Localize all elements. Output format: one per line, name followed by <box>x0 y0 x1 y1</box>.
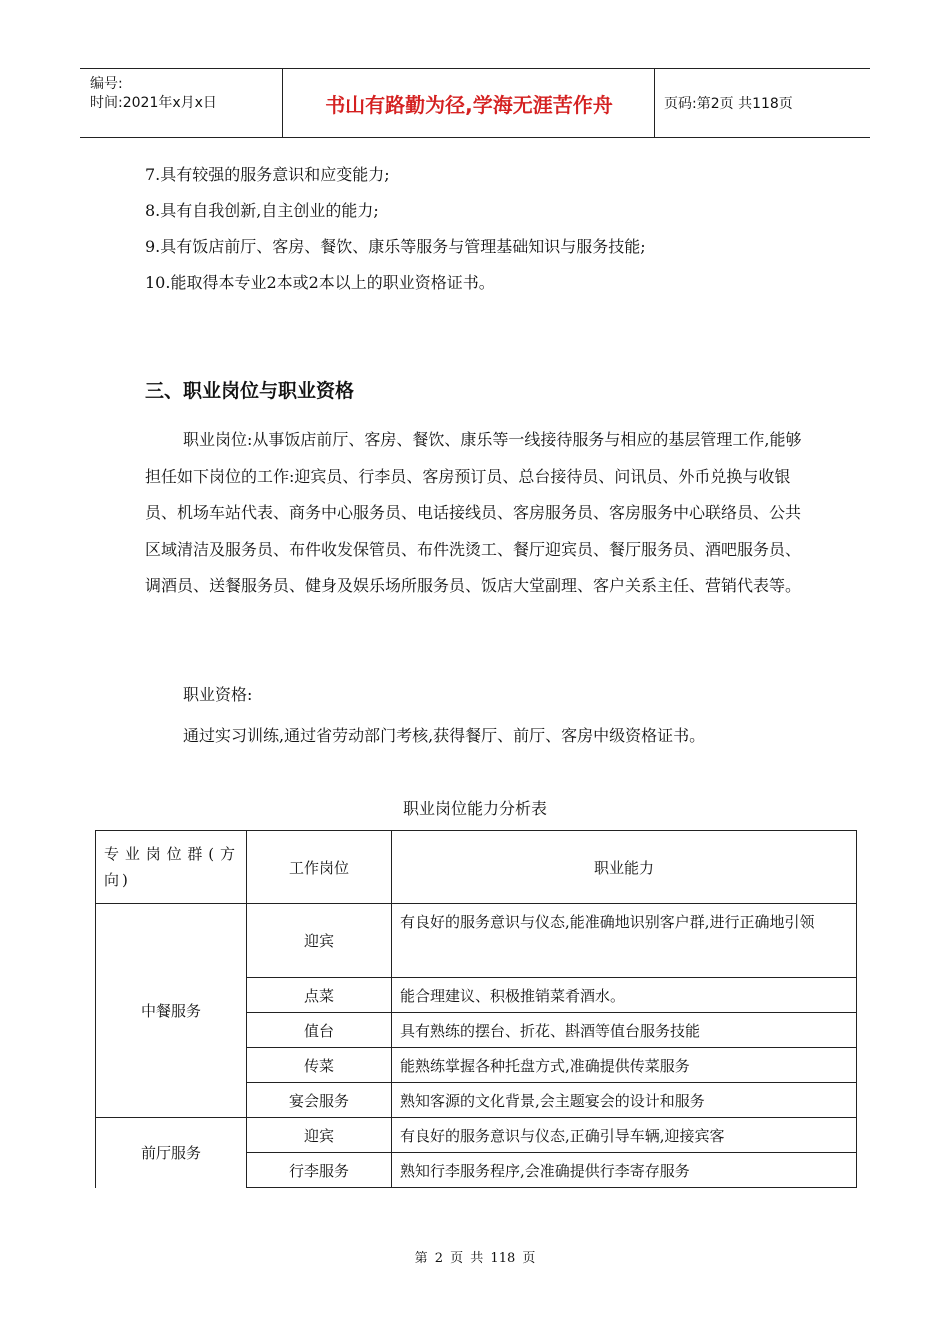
serial-label: 编号: <box>90 76 123 92</box>
table-row <box>96 904 857 978</box>
post-cell: 行李服务 <box>247 1153 392 1188</box>
ability-cell: 有良好的服务意识与仪态,正确引导车辆,迎接宾客 <box>392 1118 857 1153</box>
post-cell: 迎宾 <box>247 1118 392 1153</box>
ability-table <box>95 830 857 1188</box>
post-cell: 宴会服务 <box>247 1083 392 1118</box>
positions-paragraph: 职业岗位:从事饭店前厅、客房、餐饮、康乐等一线接待服务与相应的基层管理工作,能够担任如下岗位的工作:迎宾员、行李员、客房预订员、总台接待员、问讯员、外币兑换与收银员、机场车站代表、商务中心服务员、电话接线员、客房服务员、客房服务中心联络员、公共区域清洁及服务员、布件收发保管员、布件洗烫工、餐厅迎宾员、餐厅服务员、酒吧服务员、调酒员、送餐服务员、健身及娱乐场所服务员、饭店大堂副理、客户关系主任、营销代表等。 <box>145 430 802 595</box>
ability-cell: 熟知客源的文化背景,会主题宴会的设计和服务 <box>392 1083 857 1118</box>
ability-item: 10.能取得本专业2本或2本以上的职业资格证书。 <box>145 273 495 292</box>
section-heading: 三、职业岗位与职业资格 <box>145 380 355 402</box>
column-header: 专业岗位群(方向) <box>96 831 247 904</box>
table-caption: 职业岗位能力分析表 <box>402 799 547 818</box>
column-header: 职业能力 <box>392 831 857 904</box>
ability-item: 8.具有自我创新,自主创业的能力; <box>145 201 379 220</box>
header-page-number: 页码:第2页 共118页 <box>664 96 793 112</box>
qualification-label: 职业资格: <box>183 685 253 704</box>
time-label: 时间:2021年x月x日 <box>90 95 217 111</box>
table-header-row <box>96 831 857 904</box>
qualification-paragraph: 通过实习训练,通过省劳动部门考核,获得餐厅、前厅、客房中级资格证书。 <box>183 726 706 745</box>
ability-item: 7.具有较强的服务意识和应变能力; <box>145 165 390 184</box>
header-divider <box>654 69 655 137</box>
page-header <box>80 68 870 138</box>
post-cell: 点菜 <box>247 978 392 1013</box>
ability-cell: 能合理建议、积极推销菜肴酒水。 <box>392 978 857 1013</box>
ability-cell: 具有熟练的摆台、折花、斟酒等值台服务技能 <box>392 1013 857 1048</box>
post-cell: 传菜 <box>247 1048 392 1083</box>
header-meta <box>90 75 217 113</box>
post-cell: 值台 <box>247 1013 392 1048</box>
ability-cell: 熟知行李服务程序,会准确提供行李寄存服务 <box>392 1153 857 1188</box>
ability-item: 9.具有饭店前厅、客房、餐饮、康乐等服务与管理基础知识与服务技能; <box>145 237 646 256</box>
group-cell: 中餐服务 <box>96 904 247 1118</box>
group-cell: 前厅服务 <box>96 1118 247 1188</box>
header-motto: 书山有路勤为径,学海无涯苦作舟 <box>325 92 613 117</box>
post-cell: 迎宾 <box>247 904 392 978</box>
header-divider <box>282 69 283 137</box>
column-header: 工作岗位 <box>247 831 392 904</box>
ability-cell: 有良好的服务意识与仪态,能准确地识别客户群,进行正确地引领 <box>392 904 857 978</box>
page-footer: 第 2 页 共 118 页 <box>414 1251 536 1266</box>
table-row <box>96 1118 857 1153</box>
ability-cell: 能熟练掌握各种托盘方式,准确提供传菜服务 <box>392 1048 857 1083</box>
